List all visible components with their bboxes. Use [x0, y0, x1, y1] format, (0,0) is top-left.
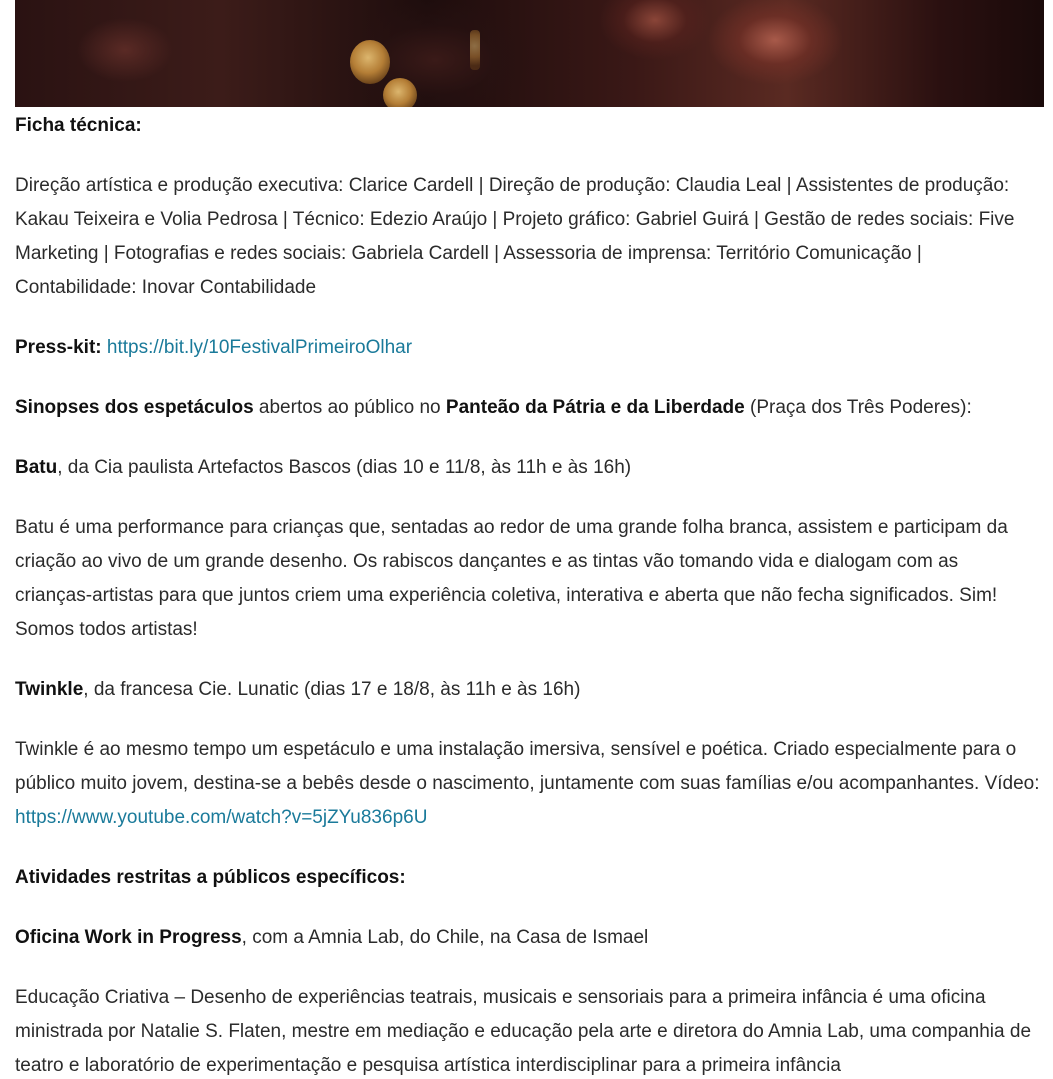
ficha-heading: Ficha técnica:	[15, 115, 142, 136]
presskit-link[interactable]: https://bit.ly/10FestivalPrimeiroOlhar	[106, 337, 413, 358]
oficina-title: Oficina Work in Progress	[15, 927, 242, 948]
twinkle-video-link[interactable]: https://www.youtube.com/watch?v=5jZYu836p6U	[15, 807, 428, 828]
presskit-label: Press-kit:	[15, 337, 102, 358]
medal-decoration	[383, 78, 417, 107]
hero-photo	[15, 0, 1044, 107]
batu-title: Batu	[15, 457, 58, 478]
batu-title-line: Batu, da Cia paulista Artefactos Bascos (dias 10 e 11/8, às 11h e às 16h)	[15, 457, 632, 478]
sinopses-bold: Sinopses dos espetáculos	[15, 397, 254, 418]
presskit-line	[15, 331, 1040, 365]
oficina-description: Educação Criativa – Desenho de experiências teatrais, musicais e sensoriais para a primeira infância é uma oficina ministrada por Natalie S. Flaten, mestre em mediação e educação pela arte e diretora do Amnia Lab, uma companhia de teatro e laboratório de experimentação e pesquisa artística interdisciplinar para a primeira infância	[15, 987, 1032, 1076]
twinkle-title: Twinkle	[15, 679, 84, 700]
twinkle-description: Twinkle é ao mesmo tempo um espetáculo e uma instalação imersiva, sensível e poética. Criado especialmente para o público muito jovem, destina-se a bebês desde o nascimento, juntamente com suas famílias e/ou acompanhantes. Vídeo: https://www.youtube.com/watch?v=5jZYu836p6U	[15, 739, 1040, 828]
medal-decoration	[350, 40, 390, 84]
medal-decoration	[470, 30, 480, 70]
twinkle-title-line: Twinkle, da francesa Cie. Lunatic (dias 17 e 18/8, às 11h e às 16h)	[15, 679, 581, 700]
article-body	[15, 109, 1040, 1079]
batu-description: Batu é uma performance para crianças que, sentadas ao redor de uma grande folha branca, assistem e participam da criação ao vivo de um grande desenho. Os rabiscos dançantes e as tintas vão tomando vida e dialogam com as crianças-artistas para que juntos criem uma experiência coletiva, interativa e aberta que não fecha significados. Sim! Somos todos artistas!	[15, 517, 1008, 640]
panteao-bold: Panteão da Pátria e da Liberdade	[445, 397, 745, 418]
oficina-title-line: Oficina Work in Progress, com a Amnia Lab, do Chile, na Casa de Ismael	[15, 927, 649, 948]
sinopses-line: Sinopses dos espetáculos abertos ao público no Panteão da Pátria e da Liberdade (Praça dos Três Poderes):	[15, 397, 972, 418]
ficha-text: Direção artística e produção executiva: Clarice Cardell | Direção de produção: Claudia Leal | Assistentes de produção: Kakau Teixeira e Volia Pedrosa | Técnico: Edezio Araújo | Projeto gráfico: Gabriel Guirá | Gestão de redes sociais: Five Marketing | Fotografias e redes sociais: Gabriela Cardell | Assessoria de imprensa: Território Comunicação | Contabilidade: Inovar Contabilidade	[15, 175, 1015, 298]
restritas-heading: Atividades restritas a públicos específicos:	[15, 867, 406, 888]
video-label: Vídeo:	[984, 773, 1040, 794]
